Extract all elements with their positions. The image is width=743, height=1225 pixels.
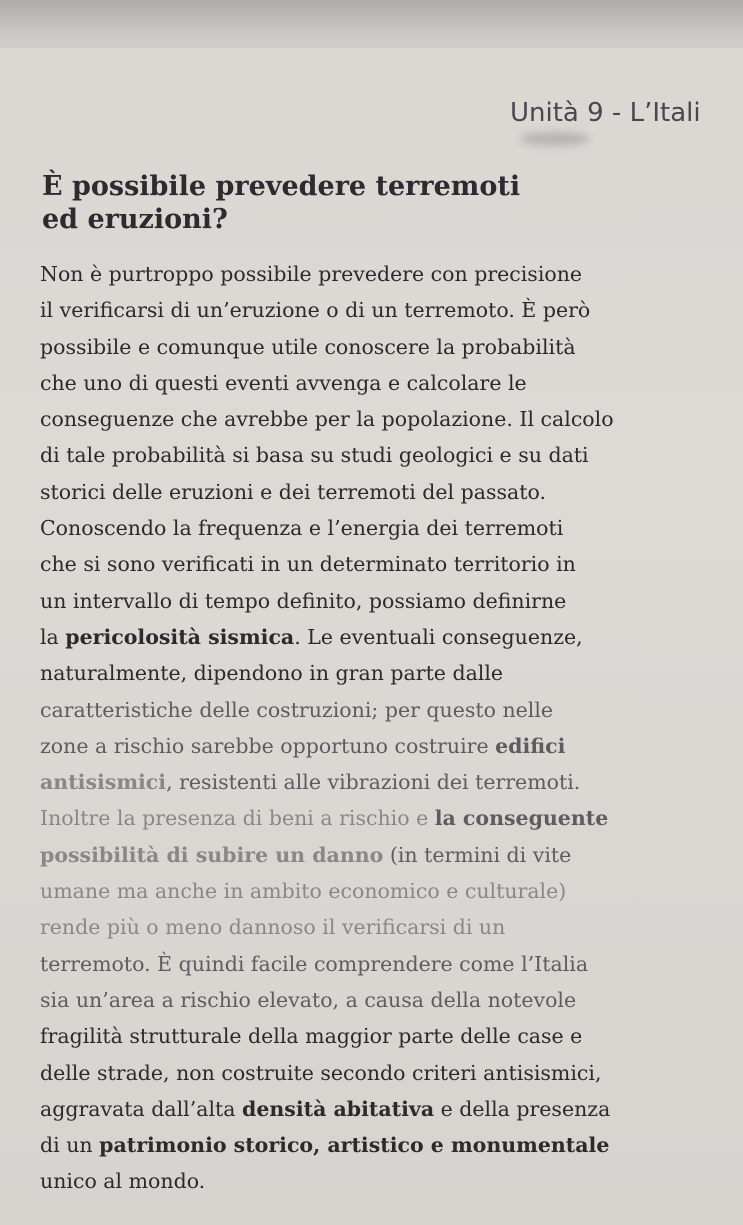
key-term: possibilità di subire un danno (40, 842, 384, 867)
key-term: pericolosità sismica (65, 624, 295, 649)
text-line: zone a rischio sarebbe opportuno costruire edifici (40, 733, 566, 758)
text-line: terremoto. È quindi facile comprendere come l’Italia (40, 951, 589, 976)
text-line: storici delle eruzioni e dei terremoti del passato. (40, 479, 546, 504)
text-line: la pericolosità sismica. Le eventuali conseguenze, (40, 624, 583, 649)
key-term: antisismici (40, 770, 167, 795)
text-line: naturalmente, dipendono in gran parte dalle (40, 661, 504, 686)
key-term: edifici (495, 733, 566, 758)
text-line: Non è purtroppo possibile prevedere con precisione (40, 262, 583, 286)
title-line: È possibile prevedere terremoti (42, 171, 521, 202)
text-line: possibilità di subire un danno (in termini di vite (40, 842, 572, 867)
key-term: densità abitativa (242, 1096, 435, 1121)
text-line: unico al mondo. (40, 1169, 206, 1194)
text-line: aggravata dall’alta densità abitativa e della presenza (40, 1096, 611, 1121)
photo-top-edge (0, 0, 743, 48)
unit-header: Unità 9 - L’Itali (510, 98, 701, 128)
text-line: che si sono verificati in un determinato territorio in (40, 552, 576, 577)
key-term: patrimonio storico, artistico e monumentale (99, 1133, 610, 1158)
key-term: la conseguente (434, 806, 609, 831)
text-line: Conoscendo la frequenza e l’energia dei terremoti (40, 516, 564, 541)
text-line: antisismici, resistenti alle vibrazioni dei terremoti. (40, 770, 581, 795)
ink-smudge (520, 132, 590, 146)
text-line: conseguenze che avrebbe per la popolazione. Il calcolo (40, 407, 614, 432)
text-line: che uno di questi eventi avvenga e calcolare le (40, 370, 527, 395)
text-line: Inoltre la presenza di beni a rischio e la conseguente (40, 806, 609, 831)
text-line: umane ma anche in ambito economico e culturale) (40, 879, 567, 904)
text-line: delle strade, non costruite secondo criteri antisismici, (40, 1060, 602, 1085)
text-line: caratteristiche delle costruzioni; per questo nelle (40, 697, 554, 722)
title-line: ed eruzioni? (42, 204, 228, 235)
text-line: possibile e comunque utile conoscere la probabilità (40, 334, 576, 359)
section-title (42, 170, 662, 236)
text-line: il verificarsi di un’eruzione o di un terremoto. È però (40, 298, 591, 323)
text-line: di un patrimonio storico, artistico e monumentale (40, 1133, 610, 1158)
text-line: fragilità strutturale della maggior parte delle case e (40, 1024, 583, 1049)
text-line: rende più o meno dannoso il verificarsi di un (40, 915, 506, 940)
text-line: sia un’area a rischio elevato, a causa della notevole (40, 987, 577, 1012)
body-paragraph (40, 256, 740, 1200)
text-line: di tale probabilità si basa su studi geologici e su dati (40, 443, 589, 468)
text-line: un intervallo di tempo definito, possiamo definirne (40, 588, 567, 613)
